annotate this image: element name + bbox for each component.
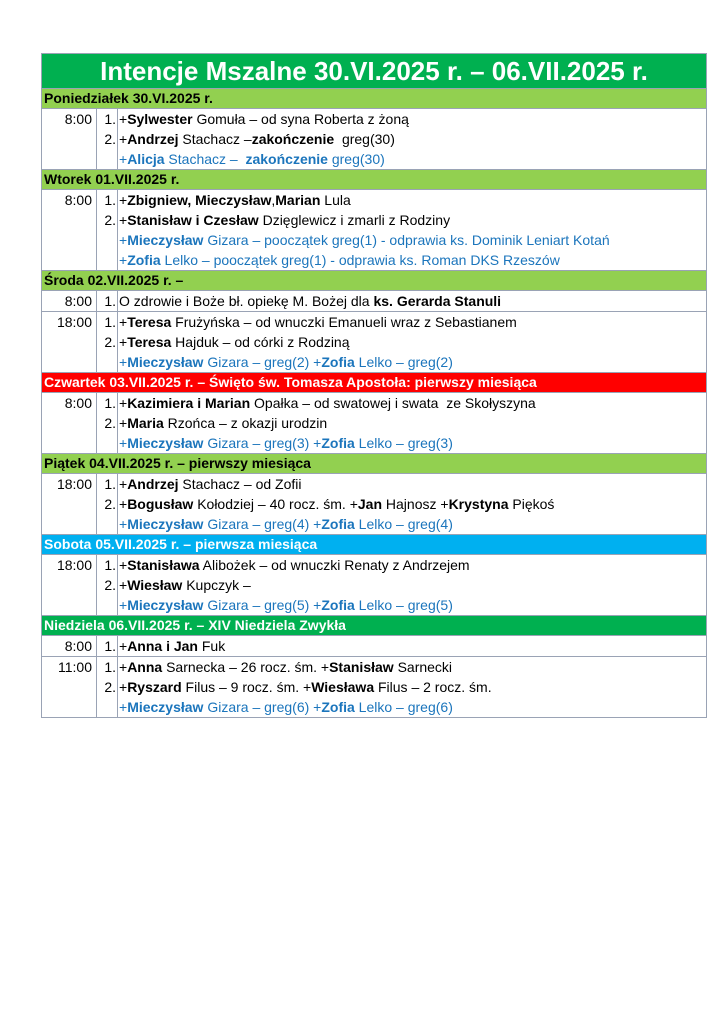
intention-number [97,149,118,170]
intention-fragment: Lelko – greg(5) [354,597,453,613]
intention-text [118,677,707,697]
intention-fragment: + [119,131,128,147]
intention-text [118,413,707,433]
intention-text [118,393,707,414]
intention-name: Anna i Jan [127,638,198,654]
intention-fragment: + [119,638,128,654]
intention-number [97,697,118,718]
intention-number: 1. [97,636,118,657]
intention-text [118,190,707,211]
intention-name: Mieczysław [127,354,204,370]
intention-text [118,352,707,373]
intention-fragment: Lelko – pooczątek greg(1) - odprawia ks. Roman DKS Rzeszów [160,252,560,268]
intention-fragment: + [119,597,128,613]
intention-fragment: + [119,496,128,512]
day-header-row [42,535,707,555]
mass-time [42,250,97,271]
intention-fragment: greg(30) [327,151,385,167]
intention-number [97,230,118,250]
intention-fragment: + [119,314,128,330]
intention-number [97,433,118,454]
intention-fragment: Gizara – greg(6) + [203,699,322,715]
intention-row [42,230,707,250]
intention-number: 1. [97,555,118,576]
mass-time [42,433,97,454]
intention-name: Teresa [127,334,172,350]
intention-fragment: + [119,415,128,431]
intention-fragment: Stachacz – [164,151,246,167]
intention-name: Maria [127,415,164,431]
intention-row [42,494,707,514]
intention-fragment: O zdrowie i Boże bł. opiekę M. Bożej dla [119,293,374,309]
intention-fragment: Kołodziej – 40 rocz. śm. + [193,496,358,512]
intention-fragment: Lelko – greg(2) [354,354,453,370]
intention-text [118,332,707,352]
intention-text [118,250,707,271]
intention-fragment: Stachacz – [178,131,252,147]
intention-name: Stanisław i Czesław [127,212,259,228]
intention-name: Zofia [321,699,355,715]
intention-name: Stanisława [127,557,200,573]
intention-fragment: + [119,151,128,167]
intention-name: Mieczysław [127,699,204,715]
intention-number [97,352,118,373]
day-header-row [42,373,707,393]
intention-fragment: Filus – 9 rocz. śm. + [181,679,312,695]
day-header: Wtorek 01.VII.2025 r. [42,170,707,190]
intention-text [118,433,707,454]
intention-text [118,636,707,657]
intention-text [118,494,707,514]
mass-time: 18:00 [42,312,97,333]
day-header: Czwartek 03.VII.2025 r. – Święto św. Tomasza Apostoła: pierwszy miesiąca [42,373,707,393]
intention-fragment: + [119,577,128,593]
intentions-table [41,53,707,718]
intention-fragment: Gizara – pooczątek greg(1) - odprawia ks. Dominik Leniart Kotań [203,232,610,248]
intention-name: Mieczysław [127,597,204,613]
intention-text [118,291,707,312]
intention-fragment: + [119,334,128,350]
intention-fragment: Opałka – od swatowej i swata ze Skołyszyna [250,395,536,411]
intention-name: Wiesława [311,679,375,695]
intention-fragment: Lelko – greg(3) [354,435,453,451]
intention-fragment: Hajduk – od córki z Rodziną [171,334,350,350]
intention-row [42,595,707,616]
mass-time: 8:00 [42,291,97,312]
intention-text [118,697,707,718]
intention-row [42,636,707,657]
intention-number: 1. [97,312,118,333]
intention-name: Jan [357,496,383,512]
intention-text [118,595,707,616]
intention-text [118,129,707,149]
intention-row [42,697,707,718]
intention-row [42,474,707,495]
intention-row [42,555,707,576]
intention-fragment: + [119,252,128,268]
intention-fragment: Frużyńska – od wnuczki Emanueli wraz z Sebastianem [171,314,517,330]
intention-fragment: Gizara – greg(2) + [203,354,322,370]
mass-time [42,595,97,616]
intention-fragment: Lelko – greg(4) [354,516,453,532]
intention-text [118,109,707,130]
mass-time: 18:00 [42,474,97,495]
intention-fragment: Gizara – greg(3) + [203,435,322,451]
intention-name: Zofia [321,597,355,613]
intention-row [42,149,707,170]
mass-time [42,494,97,514]
intention-fragment: + [119,516,128,532]
intention-name: Stanisław [329,659,394,675]
mass-time [42,332,97,352]
intention-number: 1. [97,291,118,312]
intention-row [42,352,707,373]
intention-fragment: Filus – 2 rocz. śm. [374,679,492,695]
intention-name: Zofia [321,435,355,451]
intention-text [118,474,707,495]
intention-name: Alicja [127,151,165,167]
intention-number: 2. [97,677,118,697]
intention-name: Zofia [321,354,355,370]
intention-name: Bogusław [127,496,194,512]
day-header: Sobota 05.VII.2025 r. – pierwsza miesiąca [42,535,707,555]
mass-time: 18:00 [42,555,97,576]
intention-fragment: Gizara – greg(4) + [203,516,322,532]
intention-fragment: Fuk [197,638,226,654]
day-header-row [42,89,707,109]
mass-time [42,352,97,373]
intention-fragment: + [119,679,128,695]
intention-text [118,312,707,333]
mass-time [42,575,97,595]
intention-name: Kazimiera i Marian [127,395,251,411]
intention-fragment: Gizara – greg(5) + [203,597,322,613]
intention-row [42,677,707,697]
intention-row [42,657,707,678]
intention-fragment: Hajnosz + [382,496,449,512]
day-header: Środa 02.VII.2025 r. – [42,271,707,291]
intention-name: Zofia [127,252,161,268]
intention-number: 1. [97,393,118,414]
day-header-row [42,454,707,474]
intention-name: Anna [127,659,163,675]
intention-row [42,433,707,454]
intention-fragment: Sarnecki [393,659,453,675]
intention-fragment: Dzięglewicz i zmarli z Rodziny [258,212,451,228]
intention-row [42,129,707,149]
intention-name: Mieczysław [127,516,204,532]
intention-name: Andrzej [127,131,179,147]
intention-fragment: + [119,699,128,715]
intention-number [97,595,118,616]
intention-text [118,514,707,535]
mass-time: 8:00 [42,636,97,657]
intention-fragment: Piękoś [508,496,555,512]
page-title: Intencje Mszalne 30.VI.2025 r. – 06.VII.2025 r. [42,54,707,89]
intention-fragment: + [119,212,128,228]
intention-row [42,210,707,230]
title-row [42,54,707,89]
mass-time [42,149,97,170]
intention-text [118,149,707,170]
intention-number: 1. [97,190,118,211]
intention-fragment: + [119,192,128,208]
intention-number: 1. [97,474,118,495]
intention-row [42,514,707,535]
intention-text [118,575,707,595]
intention-number: 2. [97,494,118,514]
mass-time: 8:00 [42,190,97,211]
mass-time [42,129,97,149]
mass-time [42,413,97,433]
day-header-row [42,616,707,636]
intention-fragment: + [119,232,128,248]
intention-fragment: , [271,192,276,208]
intention-row [42,291,707,312]
intention-number: 2. [97,129,118,149]
intention-row [42,109,707,130]
intention-fragment: Sarnecka – 26 rocz. śm. + [162,659,330,675]
intention-fragment: + [119,111,128,127]
intention-fragment: Kupczyk – [182,577,251,593]
intention-row [42,393,707,414]
intention-name: Mieczysław [127,435,204,451]
intention-name: Zofia [321,516,355,532]
intention-fragment: + [119,354,128,370]
mass-time [42,677,97,697]
intention-fragment: greg(30) [334,131,395,147]
intention-name: Sylwester [127,111,193,127]
intention-number: 2. [97,332,118,352]
mass-time [42,230,97,250]
intention-fragment: Gomuła – od syna Roberta z żoną [192,111,409,127]
mass-time [42,514,97,535]
intention-name: ks. Gerarda Stanuli [373,293,502,309]
intention-name: Ryszard [127,679,182,695]
intention-name: Wiesław [127,577,183,593]
intention-name: Marian [275,192,321,208]
intention-fragment: Lelko – greg(6) [354,699,453,715]
intention-name: Andrzej [127,476,179,492]
intention-text [118,657,707,678]
intention-text [118,555,707,576]
intention-fragment: Alibożek – od wnuczki Renaty z Andrzejem [199,557,470,573]
intention-name: Krystyna [448,496,509,512]
day-header: Piątek 04.VII.2025 r. – pierwszy miesiąca [42,454,707,474]
day-header-row [42,271,707,291]
day-header-row [42,170,707,190]
intention-name: Zbigniew, Mieczysław [127,192,272,208]
mass-time: 8:00 [42,393,97,414]
intention-fragment: + [119,395,128,411]
intention-fragment: + [119,659,128,675]
intention-number [97,514,118,535]
intention-number: 2. [97,413,118,433]
intention-number [97,250,118,271]
day-header: Niedziela 06.VII.2025 r. – XIV Niedziela Zwykła [42,616,707,636]
intention-row [42,190,707,211]
intention-row [42,413,707,433]
intention-name: Mieczysław [127,232,204,248]
intention-fragment: Rzońca – z okazji urodzin [163,415,328,431]
intention-row [42,575,707,595]
intention-number: 1. [97,657,118,678]
intention-fragment: + [119,435,128,451]
intention-name: zakończenie [251,131,335,147]
intention-text [118,210,707,230]
intention-number: 1. [97,109,118,130]
mass-time [42,697,97,718]
day-header: Poniedziałek 30.VI.2025 r. [42,89,707,109]
intention-name: Teresa [127,314,172,330]
mass-time [42,210,97,230]
mass-time: 11:00 [42,657,97,678]
intention-row [42,332,707,352]
intention-fragment: + [119,476,128,492]
intention-row [42,250,707,271]
intention-number: 2. [97,575,118,595]
intention-number: 2. [97,210,118,230]
intention-fragment: Lula [320,192,351,208]
intention-fragment: Stachacz – od Zofii [178,476,302,492]
mass-time: 8:00 [42,109,97,130]
intention-name: zakończenie [245,151,328,167]
intention-text [118,230,707,250]
intention-row [42,312,707,333]
intention-fragment: + [119,557,128,573]
